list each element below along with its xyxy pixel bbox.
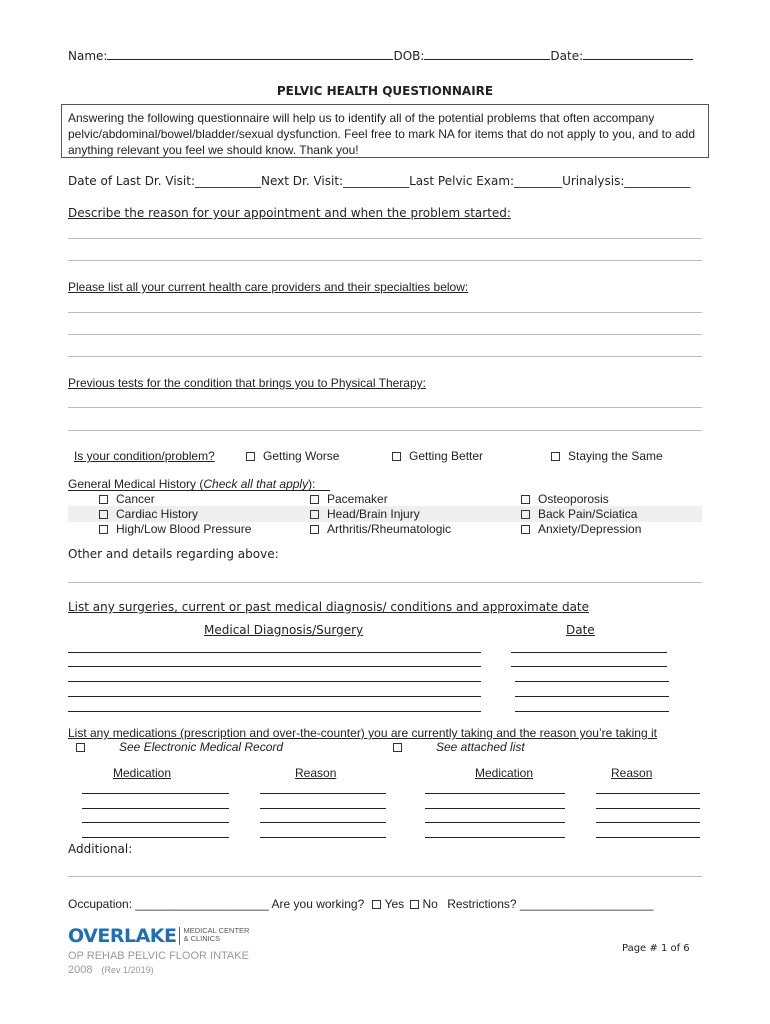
surgery-date-line-1[interactable] [511,652,667,653]
checkbox-icon[interactable] [310,510,319,519]
no-label: No [422,897,438,911]
option-attached[interactable] [393,740,525,754]
occupation-field[interactable]: Occupation: ____________________ [68,897,269,911]
checkbox-icon[interactable] [310,495,319,504]
logo-divider [179,927,180,945]
history-heading-suffix: ): [308,477,316,491]
option-getting-worse[interactable] [246,449,339,463]
history-item[interactable] [310,522,451,537]
date-field[interactable] [583,48,693,60]
date-label: Date: [550,49,584,63]
last-visit-field[interactable]: Date of Last Dr. Visit:___________ [68,174,262,188]
history-col-2 [310,492,451,537]
form-name: OP REHAB PELVIC FLOOR INTAKE [68,950,249,962]
overlake-logo [68,925,249,947]
reason-line[interactable] [596,822,700,823]
last-pelvic-field[interactable]: Last Pelvic Exam:________ [409,174,563,188]
form-rev: (Rev 1/2019) [101,965,154,975]
reason-line-1[interactable] [68,238,702,239]
history-item[interactable] [310,492,451,507]
surgery-col-header: Medical Diagnosis/Surgery [204,623,364,637]
surgery-line-5[interactable] [68,711,481,712]
med-header-medication-2: Medication [475,766,534,780]
next-visit-field[interactable]: Next Dr. Visit:___________ [261,174,410,188]
reason-line-2[interactable] [68,260,702,261]
additional-line[interactable] [68,876,702,877]
med-line[interactable] [82,837,229,838]
checkbox-icon[interactable] [551,452,560,461]
history-item[interactable] [99,507,251,522]
surgery-date-header: Date [566,623,595,637]
surgery-date-line-4[interactable] [515,696,669,697]
history-col-1 [99,492,251,537]
surgeries-heading: List any surgeries, current or past medical diagnosis/ conditions and approximate date [68,600,590,614]
med-line[interactable] [425,808,565,809]
med-header-reason-1: Reason [295,766,337,780]
option-getting-better[interactable] [392,449,483,463]
history-item-label: Pacemaker [327,492,388,506]
history-item-label: Head/Brain Injury [327,507,420,521]
dob-field[interactable] [424,48,550,60]
intro-box: Answering the following questionnaire will help us to identify all of the potential problems that often accompany pelvic/abdominal/bowel/bladder/sexual dysfunction. Feel free to mark NA for items that do not apply to you, and to add anything relevant you feel we should know. Thank you! [61,104,709,158]
reason-line[interactable] [596,837,700,838]
history-item-label: Back Pain/Sciatica [538,507,638,521]
surgery-line-4[interactable] [68,696,481,697]
checkbox-icon[interactable] [99,510,108,519]
checkbox-icon[interactable] [99,495,108,504]
option-label: Staying the Same [568,449,663,463]
checkbox-icon[interactable] [521,510,530,519]
option-emr-label: See Electronic Medical Record [119,740,284,754]
checkbox-icon[interactable] [393,743,402,752]
checkbox-icon[interactable] [310,525,319,534]
checkbox-icon[interactable] [76,743,85,752]
med-line[interactable] [82,822,229,823]
checkbox-icon[interactable] [99,525,108,534]
logo-wordmark: OVERLAKE [68,925,177,947]
med-line[interactable] [82,793,229,794]
reason-line[interactable] [596,793,700,794]
yes-label: Yes [384,897,405,911]
dob-label: DOB: [393,49,425,63]
providers-line-1[interactable] [68,312,702,313]
history-item-label: Anxiety/Depression [538,522,642,536]
checkbox-icon[interactable] [392,452,401,461]
occupation-row [68,897,653,911]
logo-line-2: & CLINICS [183,934,221,943]
other-heading: Other and details regarding above: [68,547,279,561]
history-heading-italic: Check all that apply [203,477,309,491]
med-line[interactable] [425,822,565,823]
history-col-3 [521,492,641,537]
history-item[interactable] [521,492,641,507]
history-heading-prefix: General Medical History ( [68,477,204,491]
condition-question: Is your condition/problem? [74,449,215,463]
reason-heading: Describe the reason for your appointment and when the problem started: [68,206,511,220]
history-item[interactable] [99,492,251,507]
header-row [68,48,702,64]
history-item-label: Cardiac History [116,507,199,521]
medications-heading: List any medications (prescription and over-the-counter) you are currently taking and the reason you’re taking it [68,726,657,740]
option-emr[interactable] [76,740,283,754]
option-label: Getting Better [409,449,484,463]
page-number: Page # 1 of 6 [622,943,690,954]
reason-line[interactable] [260,822,386,823]
name-label: Name: [68,49,108,63]
history-item[interactable] [521,507,641,522]
surgery-date-line-2[interactable] [511,666,667,667]
restrictions-field[interactable]: Restrictions? ____________________ [447,897,654,911]
reason-line[interactable] [596,808,700,809]
surgery-date-line-3[interactable] [515,681,669,682]
history-item[interactable] [310,507,451,522]
working-question: Are you working? [271,897,365,911]
providers-heading: Please list all your current health care providers and their specialties below: [68,280,469,294]
name-field[interactable] [107,48,393,60]
checkbox-icon[interactable] [521,495,530,504]
option-staying-same[interactable] [551,449,663,463]
med-line[interactable] [82,808,229,809]
option-label: Getting Worse [263,449,340,463]
tests-heading: Previous tests for the condition that brings you to Physical Therapy: [68,376,426,390]
history-item-label: High/Low Blood Pressure [116,522,252,536]
visits-row [68,174,708,188]
med-header-medication-1: Medication [113,766,172,780]
surgery-line-3[interactable] [68,681,481,682]
surgery-line-2[interactable] [68,666,481,667]
option-attached-label: See attached list [436,740,525,754]
tests-line-2[interactable] [68,430,702,431]
tests-line-1[interactable] [68,407,702,408]
checkbox-icon[interactable] [372,900,381,909]
history-item-label: Arthritis/Rheumatologic [327,522,452,536]
providers-line-2[interactable] [68,334,702,335]
surgery-line-1[interactable] [68,652,481,653]
form-code: 2008 [68,964,93,976]
surgery-date-line-5[interactable] [515,711,669,712]
med-header-reason-2: Reason [611,766,653,780]
checkbox-icon[interactable] [521,525,530,534]
history-item[interactable] [99,522,251,537]
additional-heading: Additional: [68,842,133,856]
logo-subtitle [183,927,249,943]
med-line[interactable] [425,837,565,838]
reason-line[interactable] [260,808,386,809]
reason-line[interactable] [260,837,386,838]
checkbox-icon[interactable] [410,900,419,909]
checkbox-icon[interactable] [246,452,255,461]
other-line[interactable] [68,582,702,583]
urinalysis-field[interactable]: Urinalysis:___________ [562,174,691,188]
med-line[interactable] [425,793,565,794]
reason-line[interactable] [260,793,386,794]
form-code-row [68,964,154,976]
history-item-label: Osteoporosis [538,492,609,506]
history-item[interactable] [521,522,641,537]
history-item-label: Cancer [116,492,155,506]
providers-line-3[interactable] [68,356,702,357]
history-heading-underline [68,477,330,491]
logo-line-1: MEDICAL CENTER [183,926,250,935]
page-title: PELVIC HEALTH QUESTIONNAIRE [276,84,494,98]
